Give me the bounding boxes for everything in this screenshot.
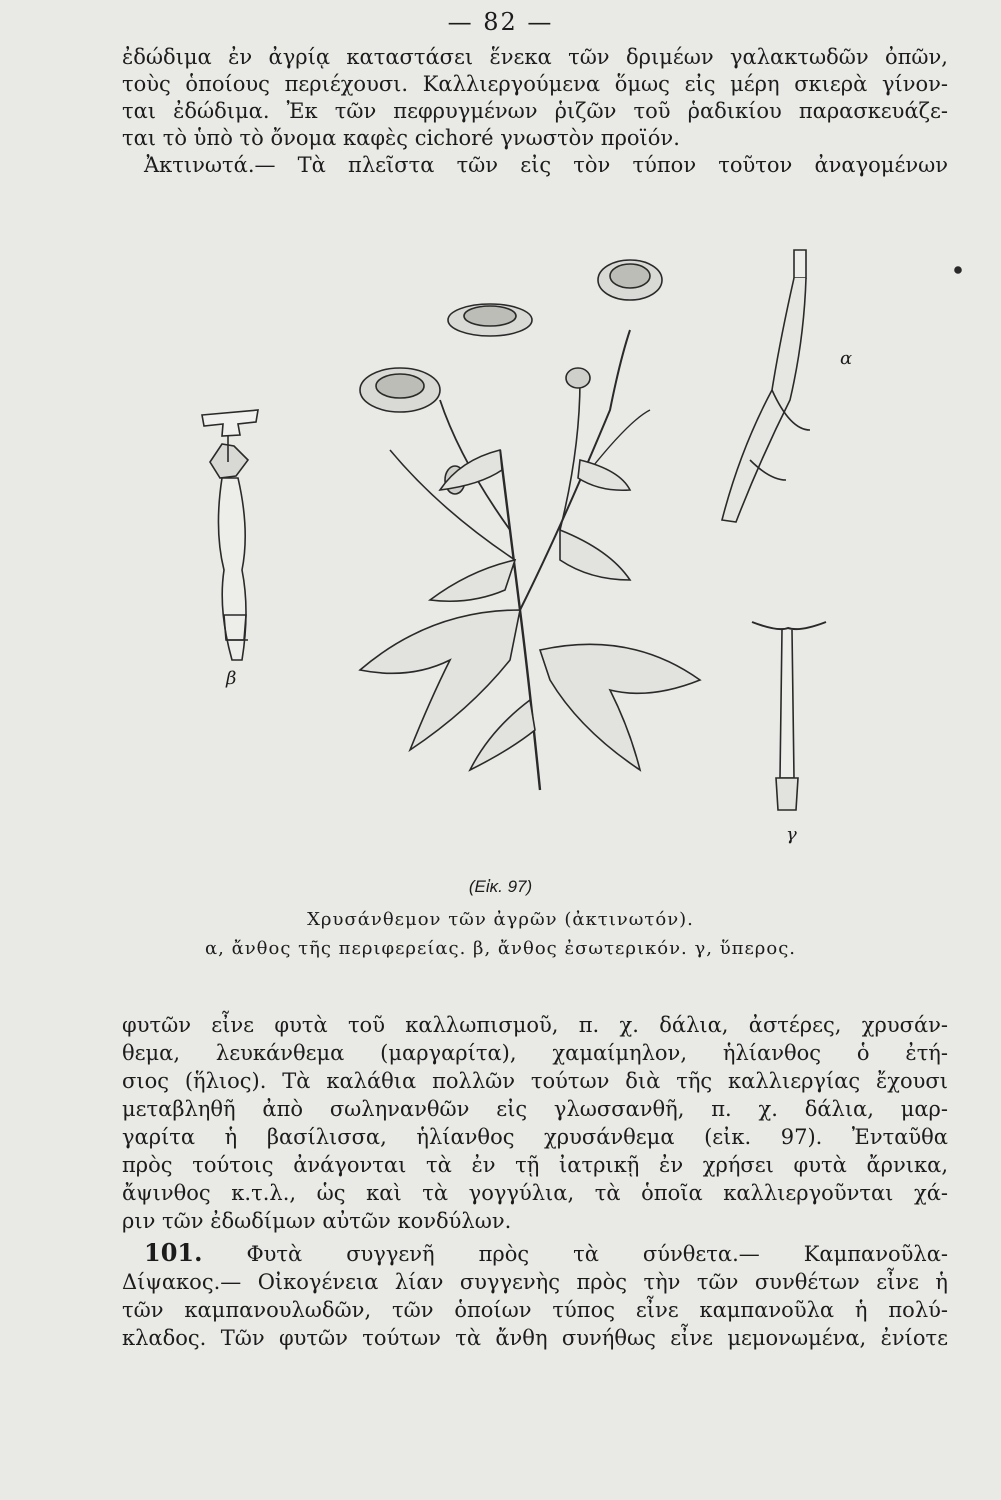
- inner-floret-drawing: [202, 410, 258, 660]
- text-line: πρὸς τούτοις ἀνάγονται τὰ ἐν τῇ ἰατρικῇ ἐν χρήσει φυτὰ ἄρνικα,: [122, 1153, 948, 1177]
- section-number: 101.: [144, 1238, 203, 1267]
- text-line: ἐδώδιμα ἐν ἀγρίᾳ καταστάσει ἕνεκα τῶν δριμέων γαλακτωδῶν ὀπῶν,: [122, 45, 948, 69]
- top-paragraph: [122, 44, 948, 179]
- text-line: ριν τῶν ἐδωδίμων αὐτῶν κονδύλων.: [122, 1209, 512, 1233]
- text-line: φυτῶν εἶνε φυτὰ τοῦ καλλωπισμοῦ, π. χ. δάλια, ἀστέρες, χρυσάν-: [122, 1013, 948, 1037]
- text-line: ται τὸ ὑπὸ τὸ ὄνομα καφὲς cichoré γνωστὸν προϊόν.: [122, 126, 680, 150]
- label-alpha: α: [840, 348, 853, 369]
- figure-title: Χρυσάνθεμον τῶν ἀγρῶν (ἀκτινωτόν).: [307, 909, 694, 930]
- figure-number: (Εἰκ. 97): [468, 877, 533, 896]
- section-title: Φυτὰ συγγενῆ πρὸς τὰ σύνθετα.— Καμπανοῦλα-: [246, 1242, 948, 1266]
- text-line: τοὺς ὁποίους περιέχουσι. Καλλιεργούμενα ὅμως εἰς μέρη σκιερὰ γίνον-: [122, 72, 948, 96]
- section-heading: [122, 1239, 948, 1268]
- bottom-paragraph: [122, 1011, 948, 1352]
- text-line: ται ἐδώδιμα. Ἐκ τῶν πεφρυγμένων ῥιζῶν τοῦ ῥαδικίου παρασκευάζε-: [122, 99, 948, 123]
- text-line: σιος (ἥλιος). Τὰ καλάθια πολλῶν τούτων διὰ τῆς καλλιεργίας ἔχουσι: [122, 1069, 948, 1093]
- label-beta: β: [226, 668, 237, 689]
- ray-floret-drawing: [722, 250, 961, 522]
- text-line: θεμα, λευκάνθεμα (μαργαρίτα), χαμαίμηλον, ἡλίανθος ὁ ἐτή-: [122, 1041, 948, 1065]
- page-number: — 82 —: [447, 8, 554, 36]
- text-line: Ἀκτινωτά.— Τὰ πλεῖστα τῶν εἰς τὸν τύπον τοῦτον ἀναγομένων: [144, 153, 948, 177]
- chrysanthemum-illustration: [110, 230, 970, 870]
- text-line: Δίψακος.— Οἰκογένεια λίαν συγγενὴς πρὸς τὴν τῶν συνθέτων εἶνε ἡ: [122, 1270, 948, 1294]
- text-line: τῶν καμπανουλωδῶν, τῶν ὁποίων τύπος εἶνε καμπανοῦλα ἡ πολύ-: [122, 1298, 948, 1322]
- text-line: ἄψινθος κ.τ.λ., ὡς καὶ τὰ γογγύλια, τὰ ὁποῖα καλλιεργοῦνται χά-: [122, 1181, 948, 1205]
- figure-parts-legend: α, ἄνθος τῆς περιφερείας. β, ἄνθος ἐσωτερικόν. γ, ὕπερος.: [204, 938, 797, 959]
- text-line: μεταβληθῆ ἀπὸ σωληνανθῶν εἰς γλωσσανθῆ, π. χ. δάλια, μαρ-: [122, 1097, 948, 1121]
- text-line: γαρίτα ἡ βασίλισσα, ἡλίανθος χρυσάνθεμα (εἰκ. 97). Ἐνταῦθα: [122, 1125, 948, 1149]
- text-line: κλαδος. Τῶν φυτῶν τούτων τὰ ἄνθη συνήθως εἶνε μεμονωμένα, ἐνίοτε: [122, 1326, 948, 1350]
- pistil-drawing: [752, 622, 826, 810]
- label-gamma: γ: [786, 824, 797, 845]
- plant-drawing: [360, 260, 700, 790]
